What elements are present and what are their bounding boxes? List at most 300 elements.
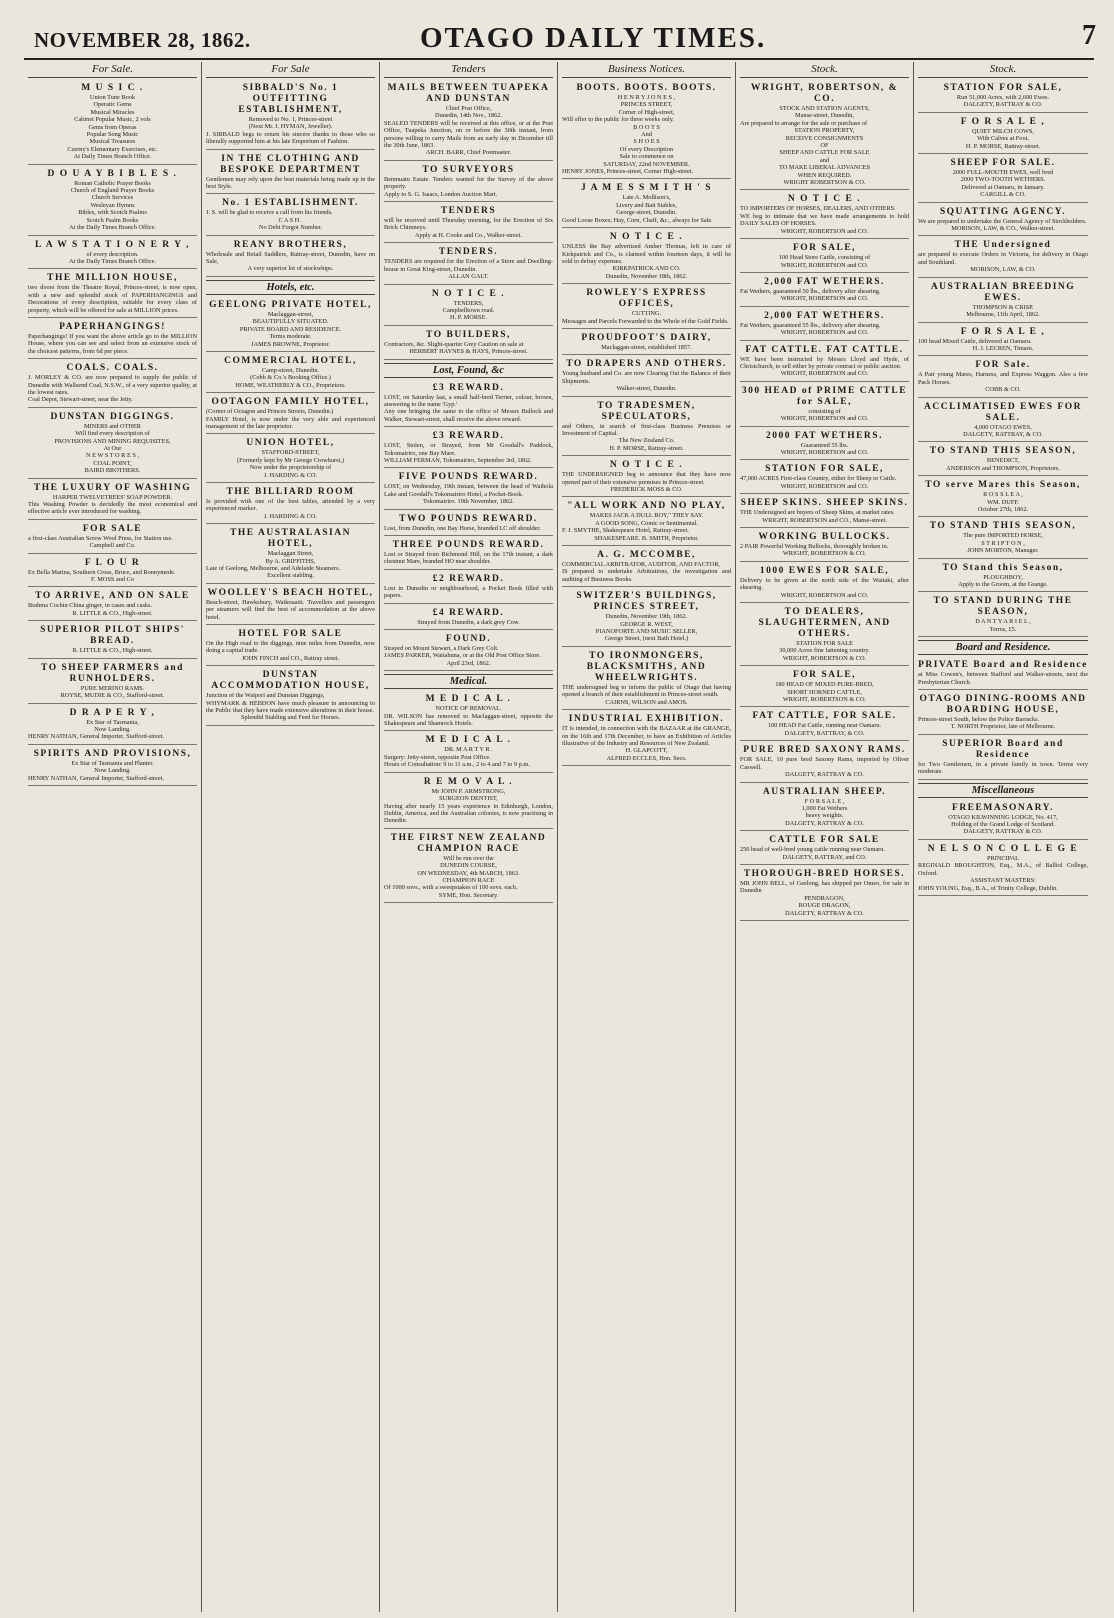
advertisement-text: 47,000 ACRES First-class Country, either for Sheep or Cattle. [740,475,897,483]
advertisement-text: FOR SALE, 10 pure bred Saxony Rams, imported by Oliver Caswell. [740,756,909,771]
advertisement-title: A. G. MCCOMBE, [597,550,696,561]
advertisement-title: SPIRITS AND PROVISIONS, [33,748,192,759]
advertisement-text: SURGEON DENTIST, [439,795,498,803]
advertisement-text: WILLIAM FERMAN, Tokomairiro, September 3rd, 1862. [384,456,532,464]
advertisement-text: CUTTING. [631,310,662,318]
advertisement [206,485,375,524]
advertisement [740,309,909,341]
advertisement-text: THE undersigned beg to inform the public of Otago that having opened a branch of their establishment in Princes-street south. [562,683,731,699]
advertisement-text: DR. WILSON has removed to Maclaggan-street, opposite the Shakespeare and Shamrock Hotels. [384,712,553,728]
advertisement-text: Will find every description of [75,430,150,438]
advertisement-text: Paperhangings! If you want the above article go to the MILLION House, where you can see and select from an extensive stock of the choicest patterns, from 6d per piece. [28,332,197,355]
advertisement [740,81,909,190]
advertisement-title: TO DRAPERS AND OTHERS. [566,359,727,370]
advertisement-text: and [819,156,830,164]
advertisement [28,81,197,165]
advertisement-text: J. HARDING & CO. [263,512,317,520]
advertisement-title: TO BUILDERS, [426,329,511,340]
advertisement-text: PROVISIONS AND MINING REQUISITES, [54,437,171,445]
advertisement-text: (Cobb & Co.'s Booking Office.) [250,374,331,382]
advertisement [384,538,553,570]
advertisement [384,733,553,772]
advertisement-text: QUIET MILCH COWS, [972,127,1034,135]
advertisement [384,381,553,428]
advertisement-text: WE have been instructed by Messrs Lloyd and Hyde, of Christchurch, to sell either by private contract or public auction. [740,355,909,370]
advertisement-title: FAT CATTLE. FAT CATTLE. [745,344,904,355]
advertisement-text: Apply at H. Cooke and Co., Walker-street. [415,231,522,239]
advertisement [206,395,375,434]
advertisement [384,204,553,243]
advertisement-text: (Corner of Octagon and Princes Streets, Dunedin.) [206,408,334,416]
advertisement-title: TO TRADESMEN, SPECULATORS, [597,400,696,422]
advertisement-title: GEELONG PRIVATE HOTEL, [209,299,372,310]
advertisement-title: INDUSTRIAL EXHIBITION. [568,714,725,725]
advertisement-title: MAILS BETWEEN TUAPEKA AND DUNSTAN [387,83,550,104]
advertisement-title: PRIVATE Board and Residence [918,660,1088,671]
section-heading: Medical. [384,674,553,689]
advertisement [562,712,731,766]
advertisement [562,230,731,284]
advertisement-text: Strayed from Dunedin, a dark grey Cow. [417,618,520,626]
advertisement-title: 1000 EWES FOR SALE, [759,565,890,576]
advertisement [562,649,731,710]
advertisement-title: SUPERIOR PILOT SHIPS' BREAD. [40,625,185,647]
advertisement-title: £4 REWARD. [432,607,505,618]
advertisement-text: F. J. SMYTHE, Shakespeare Hotel, Rattray-street. [562,527,689,535]
advertisement [206,152,375,195]
advertisement-title: TO STAND THIS SEASON, [929,521,1077,532]
advertisement-text: Czerny's Elementary Exercises, etc. [67,145,158,153]
advertisement-text: Cabinet Popular Music, 2 vols [74,116,151,124]
advertisement-text: D A N T Y A R I E L , [975,618,1031,626]
advertisement-text: SEALED TENDERS will be received at this office, or at the Post Office, Tuapeka Junction, on or before the 30th instant, from persons willing to carry Mails from an early day in December till the 30th June, 1863. [384,119,553,150]
advertisement-text: DALGETY, RATTRAY & CO. [785,819,864,827]
advertisement-title: TO STAND THIS SEASON, [929,446,1077,457]
advertisement [918,238,1088,277]
advertisement-text: COAL POINT, [93,459,132,467]
advertisement-text: A Pair young Mares, Harness, and Express Waggon. Also a few Pack Horses. [918,371,1088,386]
advertisement-text: PLOUGHBOY, [983,573,1023,581]
advertisement-title: IN THE CLOTHING AND BESPOKE DEPARTMENT [220,153,361,175]
advertisement-text: S H O E S [633,138,660,146]
advertisement-text: Ex Star of Tasmania, [86,718,139,726]
advertisement [562,181,731,228]
advertisement-title: HOTEL FOR SALE [238,629,343,640]
advertisement [740,743,909,782]
advertisement-text: PURE MERINO RAMS. [80,684,145,692]
advertisement-text: STATION PROPERTY, [794,127,855,135]
advertisement-text: Strayed on Mount Stewart, a Dark Grey Colt. [384,645,499,653]
advertisement [918,205,1088,237]
advertisement-text: Surgery: Jetty-street, opposite Post Office. [384,753,491,761]
advertisement-text: two doors from the Theatre Royal, Princes-street, is now open, with a new and splendid stock of PAPERHANGINGS and Decorations of every description, suitable for every class of property, which will be offered for sale at MILLION prices. [28,284,197,314]
advertisement-title: THE AUSTRALASIAN HOTEL, [230,528,351,550]
advertisement [740,530,909,562]
advertisement-title: SUPERIOR Board and Residence [942,738,1064,760]
advertisement-text: October 27th, 1862. [977,505,1029,513]
advertisement-text: Gems from Operas [88,123,137,131]
advertisement-text: Apply to the Groom, at the Grange. [958,581,1048,588]
advertisement-text: Now Landing. [94,725,131,733]
column-4 [558,62,736,1612]
advertisement-text: Terms moderate. [269,333,312,341]
advertisement [562,589,731,647]
advertisement-text: Maclaggan-street, established 1857. [601,343,692,351]
advertisement [28,623,197,658]
advertisement-title: F L O U R [84,557,141,568]
advertisement [740,867,909,921]
advertisement-text: Dunedin, November 18th, 1862. [605,272,688,280]
advertisement-title: FOR SALE [82,523,143,534]
advertisement [740,668,909,707]
advertisement-title: 2000 FAT WETHERS. [766,430,883,441]
advertisement-title: SHEEP SKINS. SHEEP SKINS. [740,498,909,509]
advertisement-text: Wholesale and Retail Saddlers, Rattray-street, Dunedin, have on Sale, [206,250,375,266]
advertisement-text: WM. DUFF. [987,498,1019,506]
advertisement-text: RECEIVE CONSIGNMENTS [785,134,864,142]
advertisement-text: TO IMPORTERS OF HORSES, DEALERS, AND OTHERS. [740,205,896,213]
advertisement [206,436,375,483]
advertisement [918,280,1088,323]
advertisement-text: Contractors, &c. Slight-quarter Grey Caution on sale at [384,340,524,348]
advertisement [28,706,197,745]
advertisement-title: D O U A Y B I B L E S . [47,168,178,179]
advertisement-text: We are prepared to undertake the General Agency of Stockholders. [918,217,1087,225]
advertisement-text: Splendid Stabling and Feed for Horses. [241,714,340,722]
column-3 [380,62,558,1612]
advertisement-title: STATION FOR SALE, [765,464,884,475]
advertisement [384,692,553,731]
advertisement-text: THE Undersigned are buyers of Sheep Skins, at market rates. [740,509,895,517]
advertisement [918,115,1088,154]
advertisement-text: a first-class Australian Screw Wool Press, for Station use. [28,534,173,542]
advertisement-text: HARPER TWELVETREES' SOAP POWDER. [52,493,173,501]
advertisement-text: CHAMPION RACE [442,876,495,884]
advertisement-text: WRIGHT, ROBERTSON and CO. [780,448,869,456]
advertisement-text: By A. GRIFFITHS, [265,557,316,565]
advertisement-text: PRIVATE BOARD AND RESIDENCE. [239,325,342,333]
advertisement-title: SHEEP FOR SALE. [950,158,1056,169]
advertisement-text: Benmuatu Estate. Tenders wanted for the Survey of the above property. [384,175,553,191]
advertisement-title: N E L S O N C O L L E G E [927,843,1079,854]
advertisement-text: 100 HEAD Fat Cattle, running near Oamaru. [767,722,882,730]
advertisement [562,357,731,396]
column-heading: Stock. [740,62,909,78]
advertisement [918,737,1088,780]
advertisement-text: This Washing Powder is decidedly the most economical and effective article ever introduced for washing. [28,501,197,516]
advertisement [28,361,197,408]
advertisement-text: ASSISTANT MASTERS: [970,877,1036,885]
advertisement [28,589,197,621]
advertisement-text: at Miss Cowen's, between Stafford and Walker-streets, next the Presbyterian Church. [918,671,1088,686]
advertisement-text: ALFRED ECCLES, Hon. Secs. [606,754,687,762]
advertisement-title: SQUATTING AGENCY. [939,206,1067,217]
advertisement-text: Church of England Prayer Books [70,187,155,195]
advertisement-title: PROUDFOOT'S DAIRY, [581,332,712,343]
advertisement-text: BENEDICT, [986,457,1020,465]
advertisement-text: FAMILY Hotel, is now under the very able and experienced management of the late proprietor. [206,415,375,430]
advertisement-text: DALGETY, RATTRAY & CO. [785,771,864,779]
advertisement [384,429,553,468]
advertisement-text: Lost in Dunedin or neighbourhood, a Pocket Book filled with papers. [384,584,553,600]
advertisement [740,429,909,461]
advertisement-title: THE BILLIARD ROOM [226,486,355,497]
advertisement-text: At Daily Times Branch Office. [73,153,152,161]
advertisement-text: J. S. will be glad to receive a call from his friends. [206,209,333,217]
advertisement-text: Walker-street, Dunedin. [616,385,677,393]
column-1 [24,62,202,1612]
advertisement-text: STOCK AND STATION AGENTS, [779,105,870,112]
advertisement-text: TENDERS, [453,299,484,307]
advertisement-text: A GOOD SONG, Comic or Sentimental. [595,519,698,527]
advertisement [740,709,909,741]
advertisement-text: MORISON, LAW, & CO., Walker-street. [951,225,1055,233]
advertisement-text: Of every Description [619,145,674,153]
advertisement-text: WRIGHT ROBERTSON & CO. [783,179,866,187]
advertisement-title: WOOLLEY'S BEACH HOTEL, [207,587,374,598]
advertisement-text: Lost or Strayed from Richmond Hill, on the 17th instant, a dark chestnut Mare, branded HO near shoulder. [384,551,553,566]
advertisement-text: SHEEP AND CATTLE FOR SALE [779,149,870,157]
masthead-rule [24,58,1094,60]
advertisement-text: WHYMARK & HEBDON have much pleasure in announcing to the Public that they have made extensive alterations in their house. [206,699,375,715]
advertisement-text: Maclaggan Street, [267,550,314,558]
advertisement-text: WHEN REQUIRED. [797,171,852,179]
advertisement-title: AUSTRALIAN SHEEP. [762,786,887,797]
advertisement [740,384,909,427]
advertisement-text: And [641,131,652,139]
advertisement-text: STAFFORD-STREET, [261,449,320,457]
advertisement-text: J. SIBBALD begs to return his sincere thanks to those who so liberally supported him at his late Emporium of Fashion. [206,130,375,146]
advertisement-title: TO SHEEP FARMERS and RUNHOLDERS. [41,662,184,684]
advertisement-text: HENRY NATHAN, General Importer, Stafford-street. [28,733,164,741]
advertisement-text: LOST, on Saturday last, a small half-bred Terrier, colour, brown, answering to the name 'Gyp.' [384,393,553,408]
advertisement-title: CATTLE FOR SALE [769,835,880,846]
advertisement-text: 2000 FULL-MOUTH EWES, well bred [952,169,1054,177]
advertisement-text: Hours of Consultation: 9 to 11 a.m., 2 to 4 and 7 to 9 p.m. [384,761,530,769]
advertisement-text: Any one bringing the same to the office of Messrs Bullock and Walker, Stewart-street, shall receive the above reward. [384,408,553,423]
advertisement-title: THE LUXURY OF WASHING [33,482,192,493]
page-number: 7 [1082,20,1096,51]
advertisement-title: WRIGHT, ROBERTSON, & CO. [750,83,899,104]
advertisement-text: Holding of the Grand Lodge of Scotland. [951,821,1055,829]
advertisement-text: ROYSE, MUDIE & CO., Stafford-street. [60,692,165,700]
advertisement-title: N O T I C E . [787,194,862,205]
advertisement-text: OTAGO KILWINNING LODGE, No. 417, [948,813,1058,821]
advertisement [206,81,375,150]
advertisement [384,328,553,360]
advertisement-text: Apply to S. G. Isaacs, London Auction Mart. [384,190,498,198]
advertisement-text: Beach-street, Hawksbury, Waikouaiti. Travellers and passengers per steamers will find the best of accommodation at the above hotel. [206,598,375,621]
advertisement-text: C A S H . [278,216,303,224]
advertisement [28,747,197,786]
advertisement-text: WRIGHT, ROBERTSON and CO. [780,295,869,303]
advertisement-text: WRIGHT, ROBERTSON and CO., Manse-street. [762,516,887,524]
advertisement [384,632,553,671]
advertisement [740,275,909,307]
advertisement-text: At Our [103,445,122,452]
advertisement-text: The New Zealand Co. [618,437,675,445]
advertisement-text: Terms, £5. [989,625,1017,633]
advertisement [28,320,197,359]
advertisement [206,354,375,393]
advertisement-text: Good Loose Boxes; Hay, Corn, Chaff, &c., always for Sale. [562,216,713,224]
advertisement-text: R O S S L E A , [983,491,1023,499]
advertisement [918,444,1088,476]
advertisement-title: TO DEALERS, SLAUGHTERMEN, AND OTHERS. [758,607,891,640]
advertisement-text: H. P. MORSE, Rattray-street. [609,444,684,452]
advertisement [562,499,731,546]
advertisement-text: George-street, Dunedin. [616,209,677,217]
advertisement-text: SYME, Hon. Secretary. [438,891,499,899]
advertisement-text: Are prepared to arrange for the sale or purchase of [740,119,868,127]
advertisement-title: THE Undersigned [954,240,1052,251]
advertisement-title: BOOTS. BOOTS. BOOTS. [576,83,717,93]
advertisement-text: WRIGHT, ROBERTSON and CO. [780,482,869,490]
advertisement-title: THREE POUNDS REWARD. [392,540,545,550]
advertisement-text: F. MOSS and Co [91,576,134,584]
advertisement-text: Melbourne, 11th April, 1862. [966,311,1040,319]
advertisement-text: Delivery to be given at the north side of the Waitaki, after shearing. [740,576,909,592]
advertisement [918,400,1088,443]
advertisement [206,238,375,277]
advertisement-text: Musical Treasures [89,138,136,146]
advertisement-text: A very superior lot of stockwhips. [247,265,334,273]
advertisement [918,81,1088,113]
column-6 [914,62,1092,1612]
advertisement-text: 2 PAIR Powerful Working Bullocks, thoroughly broken in. [740,543,889,550]
advertisement-columns [24,62,1094,1612]
advertisement-title: PURE BRED SAXONY RAMS. [743,745,906,756]
advertisement-title: OTAGO DINING-ROOMS AND BOARDING HOUSE, [919,694,1087,716]
advertisement-title: STATION FOR SALE, [943,83,1063,93]
advertisement-text: PENDRAGON, [804,894,845,902]
advertisement-text: (Formerly kept by Mr George Crowhurst,) [237,456,344,464]
advertisement-text: S T R I P T O N , [981,539,1025,547]
advertisement-text: H. GLAPCOTT, [625,747,668,755]
advertisement-text: J. MORLEY & CO. are now prepared to supply the public of Dunedin with Wallsend Coal, N.S.W., of a very superior quality, at the lowest rates. [28,374,197,396]
advertisement [206,627,375,666]
advertisement [384,572,553,604]
advertisement-text: ANDERSON and THOMPSON, Proprietors. [946,464,1060,472]
advertisement-title: COMMERCIAL HOTEL, [224,355,357,366]
advertisement-title: FREEMASONARY. [952,802,1054,813]
advertisement-text: Ex Star of Tasmania and Planter. [71,759,154,767]
advertisement-text: DUNEDIN COURSE, [440,862,497,870]
advertisement-title: TENDERS [440,206,497,217]
advertisement-text: T. NORTH Proprietor, late of Melbourne. [950,723,1056,731]
advertisement-text: The pure IMPORTED HORSE, [963,532,1043,540]
advertisement-text: Manse-street, Dunedin, [795,112,854,120]
advertisement [384,606,553,630]
advertisement-text: Maclaggan-street, [267,310,314,318]
advertisement-text: Guaranteed 55 lbs. [800,441,849,449]
advertisement-title: N O T I C E . [609,460,684,471]
advertisement [918,692,1088,735]
advertisement-text: NOTICE OF REMOVAL. [435,705,502,713]
advertisement [384,831,553,903]
advertisement-text: Fat Wethers, guaranteed 50 lbs., delivery after shearing. [740,287,881,295]
advertisement-text: STATION FOR SALE [796,640,853,648]
advertisement-text: (Next Mr. J. HYMAN, Jeweller). [248,123,333,131]
advertisement-text: IT is intended, in connection with the BAZAAR at the GRANGE, on the 16th and 17th December, to have an Exhibition of Articles illustrative of the Industry and Resources of New Zealand. [562,725,731,747]
advertisement [918,156,1088,203]
advertisement-text: Of 1000 sovs., with a sweepstakes of 100 sovs. each. [384,884,518,892]
advertisement-title: TWO POUNDS REWARD. [399,513,538,524]
advertisement-text: WRIGHT, ROBERTSON and CO. [780,591,869,599]
advertisement-text: No Debt Forgot Number. [258,224,323,232]
advertisement-text: Junction of the Waipori and Dunstan Diggings, [206,692,325,700]
advertisement-title: 2,000 FAT WETHERS. [764,310,885,321]
advertisement [918,594,1088,637]
advertisement-title: N O T I C E . [431,288,506,299]
advertisement-text: Bibles, with Scotch Psalms [78,209,147,217]
advertisement [740,605,909,666]
advertisement-text: SHORT HORNED CATTLE, [787,688,862,696]
advertisement-text: TO MAKE LIBERAL ADVANCES [778,164,871,172]
column-heading: Stock. [918,62,1088,78]
advertisement-text: COMMERCIAL ARBITRATOR, AUDITOR, AND FACTOR, [562,561,720,569]
advertisement-text: Musical Miracles [90,108,135,116]
advertisement-title: ACCLIMATISED EWES FOR SALE. [923,401,1082,423]
advertisement-text: DALGETY, RATTRAY & CO. [963,828,1043,836]
advertisement-title: TO SURVEYORS [422,164,515,175]
advertisement-text: MR JOHN BELL, of Geelong, has shipped per Omeo, for sale in Dunedin [740,879,909,895]
advertisement-text: HOME, WEATHERLY & CO., Proprietors. [235,381,346,389]
advertisement-text: JOHN MORTON, Manager. [967,547,1039,555]
advertisement-title: £3 REWARD. [432,382,505,393]
advertisement-text: DR. M A R T Y R . [444,746,493,754]
advertisement-title: 300 HEAD of PRIME CATTLE for SALE, [741,385,908,407]
advertisement-title: THE MILLION HOUSE, [47,273,178,284]
advertisement-title: THE FIRST NEW ZEALAND CHAMPION RACE [390,832,547,854]
advertisement-text: ROUGE DRAGON, [798,902,851,910]
advertisement-text: Wesleyan Hymns [90,201,135,209]
advertisement [384,163,553,202]
advertisement [28,661,197,704]
advertisement [206,668,375,726]
advertisement-text: Livery and Bait Stables, [616,201,677,209]
advertisement [384,470,553,509]
advertisement-title: PAPERHANGINGS! [59,321,166,332]
advertisement-text: Ex Bella Marina, Southern Cross, Bruce, and Ronnymede. [28,568,176,576]
advertisement [918,801,1088,840]
advertisement-text: LOST, on Wednesday, 19th instant, between the head of Waihola Lake and Goodall's Tokomairiro Hotel, a Pocket-Book. [384,483,553,498]
advertisement-text: Camp-street, Dunedin. [261,366,320,374]
advertisement-text: WRIGHT, ROBERTSON and CO. [780,329,869,337]
advertisement-text: are prepared to execute Orders in Victoria, for delivery in Otago and Southland. [918,251,1088,266]
advertisement-text: KIRKPATRICK AND CO. [612,265,681,273]
advertisement-title: WORKING BULLOCKS. [758,532,891,542]
advertisement-text: WRIGHT, ROBERTSON and CO. [780,261,869,269]
advertisement [206,298,375,352]
advertisement-text: PRINCIPAL [987,854,1019,862]
advertisement-text: DALGETY, RATTRAY & CO. [963,101,1043,109]
advertisement [206,526,375,584]
advertisement-text: R. LITTLE & CO., High-street. [72,609,153,617]
advertisement-title: F O R S A L E , [960,116,1046,127]
advertisement-text: Corner of High-street, [618,108,675,116]
advertisement-text: HENRY JONES, Princes-street, Corner High-street. [562,168,694,176]
advertisement-title: No. 1 ESTABLISHMENT. [222,198,359,209]
advertisement-text: JOHN FINCH and CO., Rattray street. [241,654,340,662]
advertisement-text: H E N R Y J O N E S , [617,94,676,101]
advertisement-text: Will offer to the public for three weeks only. [562,116,675,124]
advertisement-text: Campbell and Co. [89,542,136,550]
advertisement-text: Young husband and Co. are now Clearing Out the Balance of their Shipments. [562,370,731,385]
advertisement-text: H. P. MORSE, Rattray-street. [965,142,1041,150]
advertisement-text: CAIRNS, WILSON and AMOS. [605,698,688,706]
advertisement-title: M U S I C . [81,83,144,93]
